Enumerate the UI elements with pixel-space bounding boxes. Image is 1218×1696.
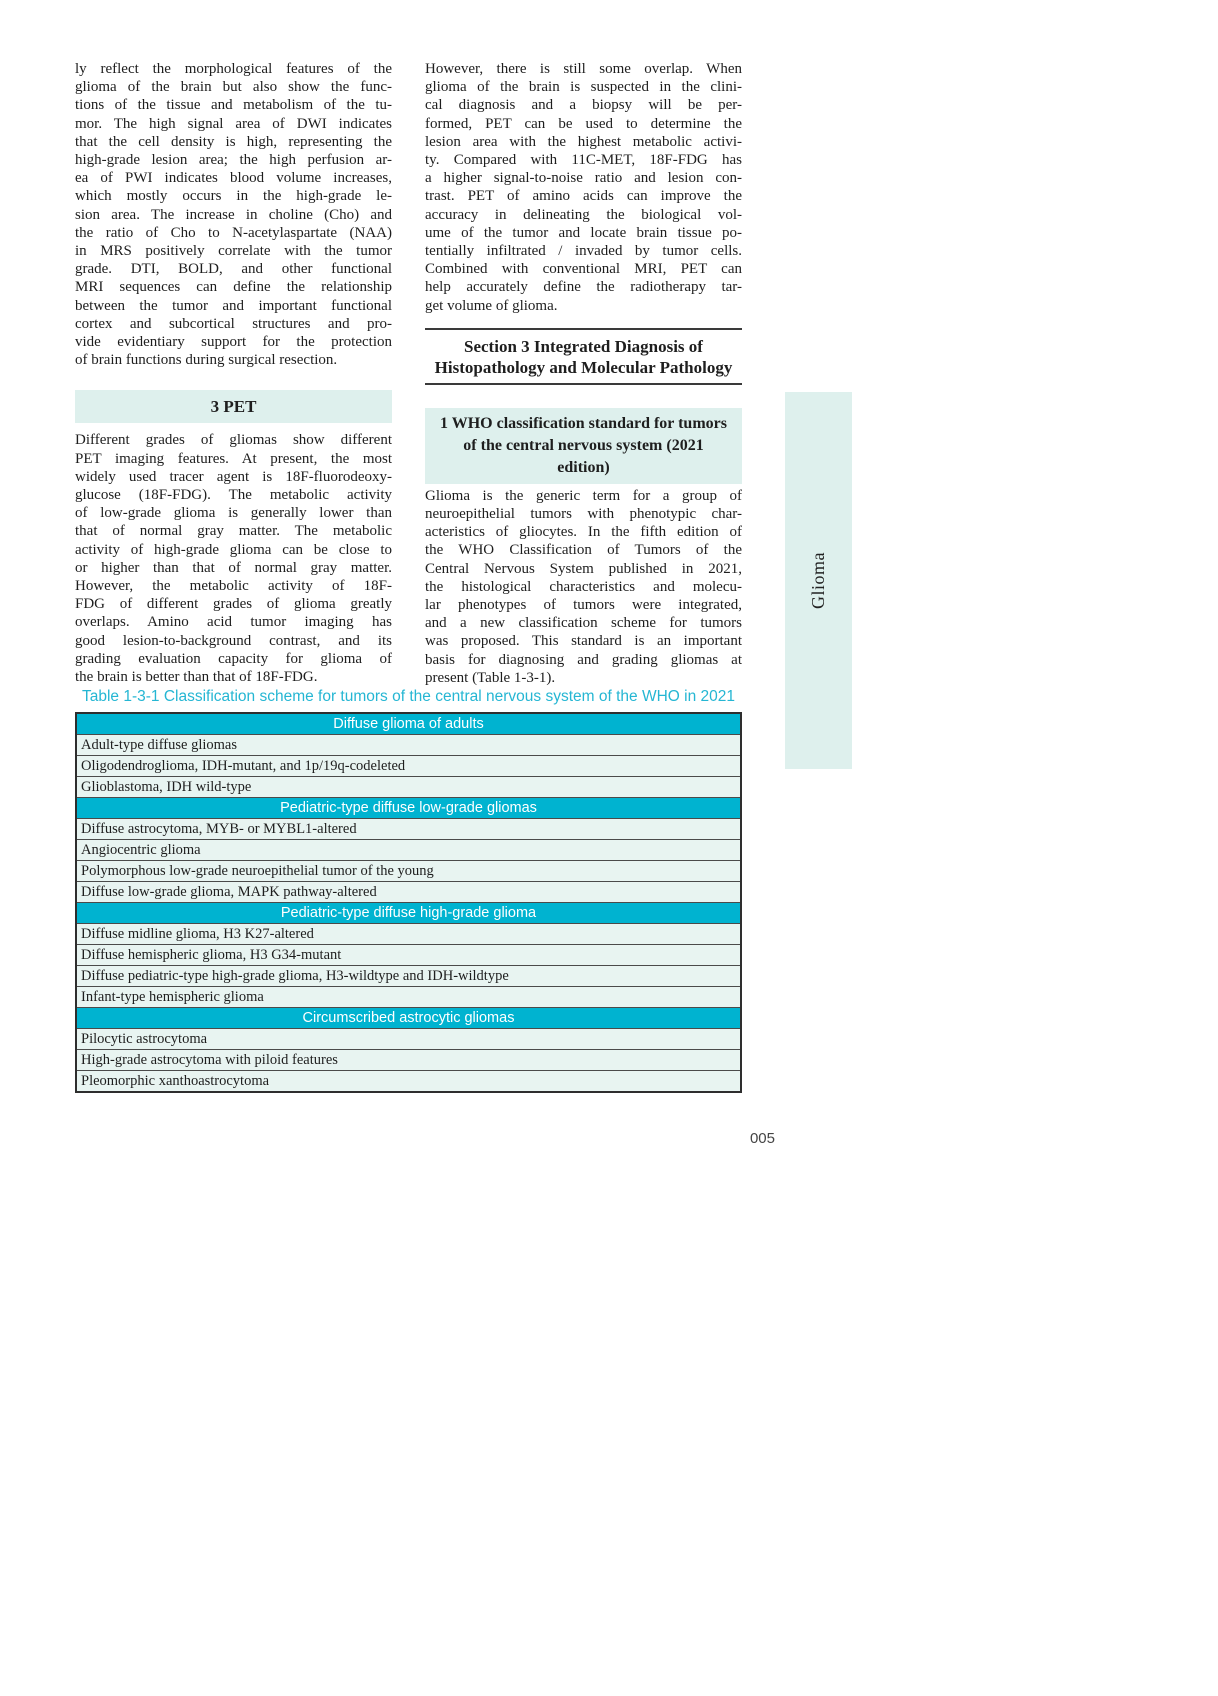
text-line: of low-grade glioma is generally lower than (75, 505, 392, 522)
text-line: vide evidentiary support for the protection (75, 334, 392, 351)
text-line: widely used tracer agent is 18F-fluorodeoxy- (75, 468, 392, 485)
text-line: which mostly occurs in the high-grade le- (75, 188, 392, 205)
text-line: However, there is still some overlap. When (425, 61, 742, 77)
text-line: Combined with conventional MRI, PET can (425, 261, 742, 278)
text-line: that of normal gray matter. The metabolic (75, 523, 392, 540)
section-divider-bottom (425, 383, 742, 385)
text-line: glioma of the brain is suspected in the clini- (425, 79, 742, 96)
body-paragraph (75, 431, 392, 686)
text-line: tions of the tissue and metabolism of the tu- (75, 97, 392, 114)
text-line: Section 3 Integrated Diagnosis of (464, 336, 703, 356)
table-row: Infant-type hemispheric glioma (77, 987, 740, 1008)
table-row: Diffuse pediatric-type high-grade glioma, H3-wildtype and IDH-wildtype (77, 966, 740, 987)
text-line: edition) (557, 458, 610, 476)
text-line: tentially infiltrated / invaded by tumor cells. (425, 243, 742, 260)
table-caption: Table 1-3-1 Classification scheme for tumors of the central nervous system of the WHO in 2021 (81, 688, 735, 705)
classification-table (75, 712, 742, 1093)
table-row: High-grade astrocytoma with piloid features (77, 1050, 740, 1071)
left-column (75, 60, 392, 686)
text-line: the WHO Classification of Tumors of the (425, 542, 742, 559)
text-line: ea of PWI indicates blood volume increases, (75, 170, 392, 187)
text-line: Histopathology and Molecular Pathology (434, 357, 733, 377)
table-row: Diffuse low-grade glioma, MAPK pathway-altered (77, 882, 740, 903)
chapter-side-tab (785, 392, 852, 769)
body-paragraph (425, 487, 742, 687)
text-line: good lesion-to-background contrast, and its (75, 632, 392, 649)
table-row: Diffuse hemispheric glioma, H3 G34-mutant (77, 945, 740, 966)
text-line: lesion area with the highest metabolic activi- (425, 133, 742, 150)
text-line: cortex and subcortical structures and pro- (75, 315, 392, 332)
classification-table-section (75, 688, 742, 1093)
text-line: cal diagnosis and a biopsy will be per- (425, 97, 742, 114)
table-section-header: Circumscribed astrocytic gliomas (77, 1008, 740, 1029)
text-line: accuracy in delineating the biological vol- (425, 206, 742, 223)
text-line: mor. The high signal area of DWI indicates (75, 115, 392, 132)
pet-section-heading: 3 PET (75, 390, 392, 423)
table-row: Pleomorphic xanthoastrocytoma (77, 1071, 740, 1091)
text-line: high-grade lesion area; the high perfusion ar- (75, 152, 392, 169)
text-line: glucose (18F-FDG). The metabolic activity (75, 487, 392, 504)
text-line: PET imaging features. At present, the most (75, 450, 392, 467)
section-heading (425, 336, 742, 378)
text-line: Glioma is the generic term for a group of (425, 487, 742, 504)
text-line: ume of the tumor and locate brain tissue po- (425, 224, 742, 241)
table-row: Oligodendroglioma, IDH-mutant, and 1p/19q-codeleted (77, 756, 740, 777)
text-line: Different grades of gliomas show different (75, 432, 392, 449)
text-line: ly reflect the morphological features of the (75, 61, 392, 77)
who-classification-heading (425, 408, 742, 484)
text-line: or higher than that of normal gray matter. (75, 559, 392, 576)
text-line: FDG of different grades of glioma greatly (75, 596, 392, 613)
text-line: acteristics of gliocytes. In the fifth edition of (425, 524, 742, 541)
text-line: that the cell density is high, representing the (75, 133, 392, 150)
text-line: overlaps. Amino acid tumor imaging has (75, 614, 392, 631)
text-line: of brain functions during surgical resection. (75, 352, 338, 369)
table-section-header: Diffuse glioma of adults (77, 714, 740, 735)
table-row: Angiocentric glioma (77, 840, 740, 861)
table-row: Adult-type diffuse gliomas (77, 735, 740, 756)
text-line: help accurately define the radiotherapy tar- (425, 279, 742, 296)
text-line: grading evaluation capacity for glioma of (75, 650, 392, 667)
text-line: 1 WHO classification standard for tumors (440, 414, 727, 432)
text-line: the histological characteristics and molecu- (425, 578, 742, 595)
text-line: was proposed. This standard is an important (425, 633, 742, 650)
text-line: lar phenotypes of tumors were integrated, (425, 597, 742, 614)
table-row: Pilocytic astrocytoma (77, 1029, 740, 1050)
text-line: formed, PET can be used to determine the (425, 115, 742, 132)
text-line: a higher signal-to-noise ratio and lesion con- (425, 170, 742, 187)
text-line: present (Table 1-3-1). (425, 669, 556, 686)
body-paragraph (425, 60, 742, 315)
section-divider-top (425, 328, 742, 330)
text-line: ty. Compared with 11C-MET, 18F-FDG has (425, 152, 742, 169)
text-line: glioma of the brain but also show the func- (75, 79, 392, 96)
text-line: the ratio of Cho to N-acetylaspartate (NAA) (75, 224, 392, 241)
table-section-header: Pediatric-type diffuse high-grade glioma (77, 903, 740, 924)
text-line: MRI sequences can define the relationship (75, 279, 392, 296)
text-line: activity of high-grade glioma can be close to (75, 541, 392, 558)
text-line: of the central nervous system (2021 (463, 436, 704, 454)
text-line: get volume of glioma. (425, 297, 558, 314)
text-line: neuroepithelial tumors with phenotypic char- (425, 506, 742, 523)
text-line: sion area. The increase in choline (Cho) and (75, 206, 392, 223)
text-line: However, the metabolic activity of 18F- (75, 578, 392, 595)
text-line: and a new classification scheme for tumors (425, 615, 742, 632)
table-row: Glioblastoma, IDH wild-type (77, 777, 740, 798)
table-row: Diffuse midline glioma, H3 K27-altered (77, 924, 740, 945)
text-line: trast. PET of amino acids can improve the (425, 188, 742, 205)
table-section-header: Pediatric-type diffuse low-grade gliomas (77, 798, 740, 819)
text-line: the brain is better than that of 18F-FDG. (75, 669, 318, 686)
table-row: Diffuse astrocytoma, MYB- or MYBL1-altered (77, 819, 740, 840)
right-column (425, 60, 742, 687)
table-row: Polymorphous low-grade neuroepithelial tumor of the young (77, 861, 740, 882)
text-line: Central Nervous System published in 2021, (425, 560, 742, 577)
chapter-side-tab-label: Glioma (808, 552, 828, 609)
page-number: 005 (749, 1130, 775, 1147)
text-line: in MRS positively correlate with the tumor (75, 243, 392, 260)
text-line: grade. DTI, BOLD, and other functional (75, 261, 392, 278)
body-paragraph (75, 60, 392, 369)
text-line: basis for diagnosing and grading gliomas at (425, 651, 742, 668)
text-line: between the tumor and important functional (75, 297, 392, 314)
